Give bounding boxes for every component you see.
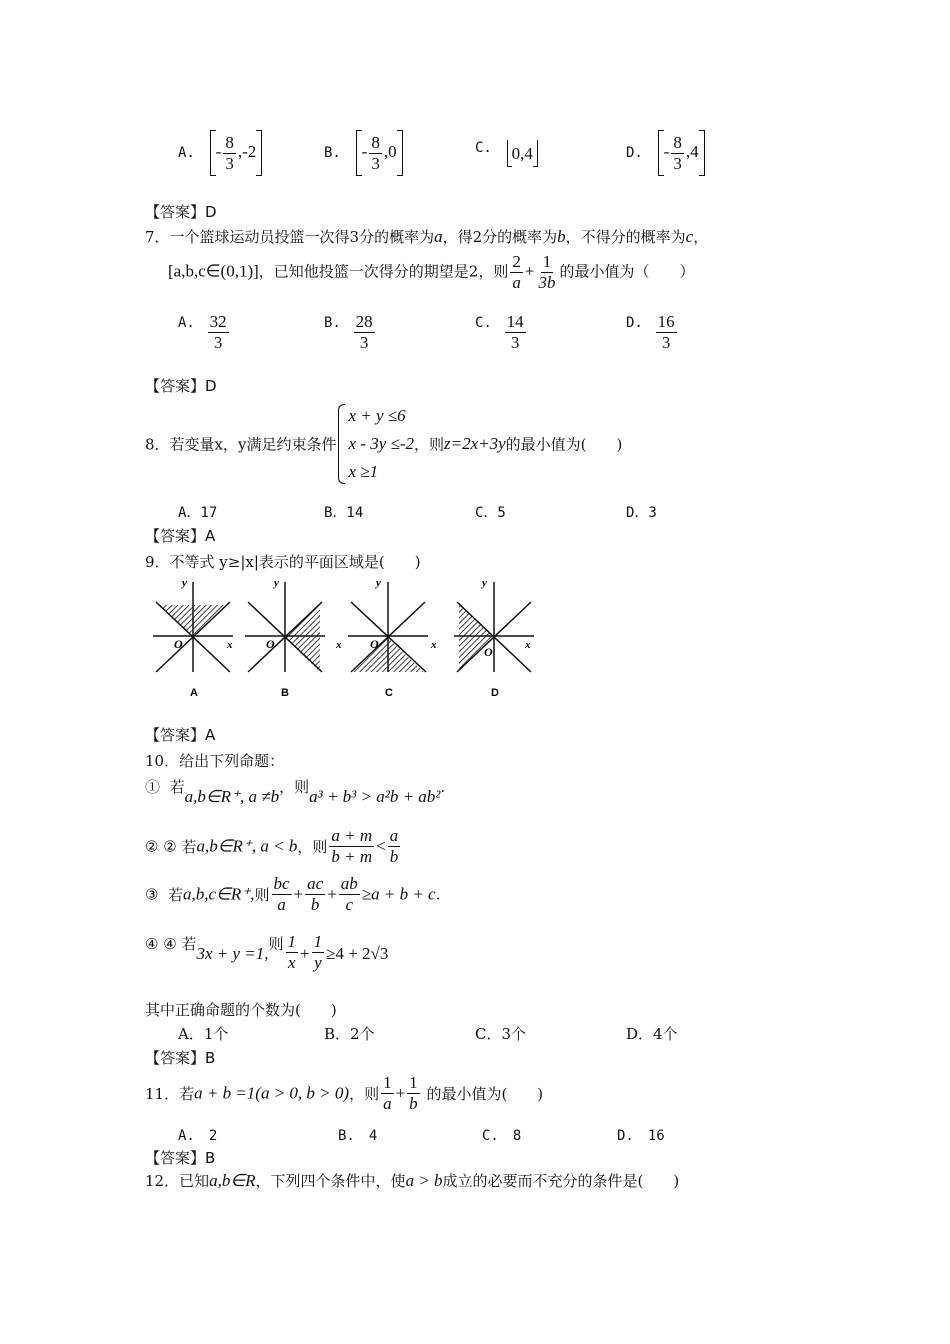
prop-rhs: ≥4 + 2√3 [326, 944, 389, 963]
prop-number: ③ [145, 885, 159, 904]
q10-proposition-1 [145, 776, 446, 806]
option-letter: A. [178, 315, 195, 331]
q7-text: 的最小值为（ ） [559, 262, 695, 281]
numerator: a + m [331, 826, 373, 845]
q8-stem [145, 402, 622, 486]
denominator: 3 [371, 153, 380, 173]
prop-text: . [440, 778, 446, 796]
option-letter: A. [178, 145, 195, 161]
fraction [505, 312, 526, 353]
fraction [208, 312, 229, 353]
denominator: 3 [225, 153, 234, 173]
q8-text: ，则 [413, 435, 444, 454]
q6-option-a [178, 130, 262, 176]
minus-sign: - [663, 142, 670, 161]
fraction [381, 1073, 394, 1114]
option-letter: D. [626, 145, 643, 161]
option-letter: C. [475, 315, 492, 331]
q11-answer: 【答案】B [145, 1149, 216, 1167]
origin-label: O [266, 637, 275, 651]
fraction [656, 312, 677, 353]
prop-condition: a,b∈R⁺, a < b [196, 836, 298, 856]
q12-text: ，下列四个条件中，使 [255, 1172, 406, 1190]
denominator: x [288, 953, 296, 972]
q10-answer: 【答案】B [145, 1049, 216, 1067]
interval-tail: ,-2 [237, 142, 257, 161]
denominator: b [409, 1094, 418, 1113]
prop-text: 若 [181, 838, 197, 856]
q11-text: 的最小值为( ) [426, 1085, 544, 1103]
q12-relation: a > b [405, 1171, 443, 1190]
numerator: 8 [673, 132, 682, 152]
q7-text: 7．一个篮球运动员投篮一次得3分的概率为 [145, 228, 435, 246]
minus-sign: - [361, 142, 368, 161]
q10-option-a: A．1个 [178, 1025, 229, 1043]
denominator: b [310, 895, 320, 914]
prop-text: 若 [168, 886, 184, 904]
numerator: 1 [542, 252, 552, 271]
q10-option-d: D．4个 [626, 1025, 678, 1043]
prop-number: ④ [163, 935, 177, 953]
q10-option-b: B．2个 [324, 1025, 375, 1043]
numerator: 32 [209, 312, 227, 331]
q10-question: 其中正确命题的个数为( ) [145, 1001, 337, 1019]
numerator: 1 [287, 932, 297, 951]
q11-stem: 11．若a + b =1(a > 0, b > 0)，则 $\frac{1}{a}$ + $\frac{1}{b}$ 的最小值为( ) [145, 1073, 544, 1113]
axis-y-label: y [274, 577, 279, 589]
prop-number: ① [145, 778, 161, 796]
axis-y-label: y [182, 577, 187, 589]
axis-y-label: y [376, 577, 381, 589]
denominator: b + m [331, 847, 373, 866]
option-letter: C. [475, 140, 492, 156]
prop-number: ② [145, 837, 159, 856]
numerator: 16 [657, 312, 675, 331]
fraction [312, 932, 325, 973]
q6-option-b [324, 130, 403, 176]
numerator: 2 [512, 252, 521, 271]
q8-option-b: B．14 [324, 505, 364, 521]
fraction [671, 133, 684, 174]
graph-label: C [385, 687, 393, 699]
fraction [223, 133, 236, 174]
axis-x-label: x [227, 639, 233, 651]
fraction [407, 1073, 420, 1114]
interval-text: 0,4 [511, 144, 533, 163]
constraint-2: x - 3y ≤-2 [348, 434, 414, 453]
constraint-3: x ≥1 [348, 462, 379, 481]
q8-option-c: C．5 [475, 505, 506, 521]
q9-answer: 【答案】A [145, 726, 216, 744]
fraction [369, 133, 382, 174]
graph-label: B [281, 687, 289, 699]
q9-stem: 9．不等式 y≥|x|表示的平面区域是( ) [145, 553, 421, 571]
prop-text: 若 [169, 778, 185, 796]
fraction [272, 874, 292, 915]
origin-label: O [370, 637, 379, 651]
var-a: a [434, 227, 443, 246]
numerator: 8 [371, 132, 380, 152]
prop-conclusion: a³ + b³ > a²b + ab² [309, 787, 441, 806]
prop-text: 若 [181, 935, 197, 953]
prop-rhs: ≥a + b + c [361, 884, 436, 904]
fraction [536, 252, 557, 293]
interval-tail: ,0 [383, 142, 397, 161]
q11-option-c: C. 8 [482, 1128, 522, 1144]
q10-option-c: C．3个 [475, 1025, 527, 1043]
denominator: 3 [673, 153, 682, 173]
axis-x-label: x [431, 639, 437, 651]
objective-function: z=2x+3y [444, 434, 506, 453]
graph-label: A [190, 687, 198, 699]
fraction [305, 874, 325, 915]
axis-x-label: x [336, 639, 342, 651]
axis-y-label: y [482, 577, 487, 589]
denominator: 3 [510, 333, 520, 352]
q6-answer: 【答案】D [145, 203, 217, 221]
prop-text: 则 [268, 935, 284, 953]
denominator: 3 [359, 333, 369, 352]
fraction [388, 826, 401, 867]
graph-a [153, 577, 233, 699]
q11-option-a: A. 2 [178, 1128, 218, 1144]
q7-answer: 【答案】D [145, 377, 217, 395]
q7-option-c [475, 312, 528, 353]
numerator: 1 [409, 1073, 418, 1092]
denominator: 3 [661, 333, 671, 352]
denominator: a [383, 1094, 392, 1113]
option-letter: B. [324, 145, 341, 161]
q7-stem-line2 [168, 252, 694, 293]
numerator: bc [273, 874, 290, 893]
numerator: ac [307, 874, 324, 893]
denominator: y [314, 953, 322, 972]
graph-b [245, 577, 342, 699]
q9-region-graphs [148, 572, 543, 700]
q7-text: ， [693, 228, 709, 246]
prop-text: . [435, 885, 441, 904]
q11-option-b: B. 4 [338, 1128, 378, 1144]
prop-text: ，则 [297, 838, 328, 856]
prop-number: ② [163, 837, 177, 856]
fraction [329, 826, 374, 867]
less-than: < [376, 836, 386, 856]
q12-stem [145, 1170, 679, 1191]
option-letter: B. [324, 315, 341, 331]
q7-text: ，已知他投篮一次得分的期望是2，则 [258, 262, 509, 281]
q12-text: 12．已知 [145, 1172, 210, 1190]
axis-x-label: x [525, 639, 531, 651]
q7-stem-line1 [145, 226, 708, 247]
q7-option-a [178, 312, 231, 353]
q7-condition: [a,b,c∈(0,1)] [168, 261, 259, 281]
numerator: 1 [383, 1073, 392, 1092]
q8-text: 的最小值为( ) [505, 435, 623, 454]
constraint-system [336, 402, 414, 486]
q8-option-a: A．17 [178, 505, 218, 521]
minus-sign: - [215, 142, 222, 161]
prop-condition: a,b∈R⁺, a ≠b [184, 787, 280, 806]
q11-text: 11．若 [145, 1085, 195, 1103]
constraint-1: x + y ≤6 [348, 406, 406, 425]
q10-proposition-2 [145, 826, 402, 867]
q7-text: ，得2分的概率为 [442, 228, 558, 246]
q7-text: ，不得分的概率为 [565, 228, 686, 246]
q6-option-c [475, 140, 538, 168]
q10-proposition-4: ④ ④ 若3x + y =1,则 $\frac{1}{x}$ + $\frac{1}{y}$ ≥4 + 2√3 [145, 932, 389, 972]
prop-text: ，则 [279, 778, 310, 796]
denominator: 3 [213, 333, 223, 352]
q10-stem: 10．给出下列命题： [145, 752, 285, 770]
prop-condition: 3x + y =1, [196, 944, 269, 963]
q8-text: 8．若变量x，y满足约束条件 [145, 435, 337, 454]
numerator: a [389, 826, 399, 845]
prop-condition: a,b,c∈R⁺, [183, 884, 255, 904]
numerator: 1 [313, 932, 323, 951]
denominator: a [277, 895, 286, 914]
q11-text: ，则 [349, 1085, 380, 1103]
prop-text: 则 [254, 886, 270, 904]
graph-c [348, 577, 437, 699]
fraction [510, 252, 523, 293]
denominator: b [389, 847, 399, 866]
var-c: c [685, 227, 694, 246]
q12-condition: a,b∈R [209, 1171, 256, 1190]
q11-condition: a + b =1(a > 0, b > 0) [194, 1083, 350, 1103]
numerator: 28 [355, 312, 373, 331]
fraction [354, 312, 375, 353]
fraction [339, 874, 360, 915]
plus-sign: + [524, 261, 535, 281]
graph-label: D [491, 687, 499, 699]
denominator: c [345, 895, 354, 914]
graph-d [454, 577, 534, 699]
numerator: ab [340, 874, 358, 893]
q8-option-d: D．3 [626, 505, 657, 521]
option-letter: D. [626, 315, 643, 331]
q7-option-d [626, 312, 679, 353]
q10-proposition-3: ③ 若a,b,c∈R⁺,则 $\frac{bc}{a}$ + $\frac{ac}{b}$ + $\frac{ab}{c}$ ≥a + b + c. [145, 874, 441, 914]
q12-text: 成立的必要而不充分的条件是( ) [442, 1172, 680, 1190]
q11-option-d: D. 16 [617, 1128, 665, 1144]
numerator: 8 [225, 132, 234, 152]
numerator: 14 [506, 312, 524, 331]
interval-tail: ,4 [685, 142, 699, 161]
q7-option-b [324, 312, 377, 353]
q6-option-d [626, 130, 705, 176]
prop-number: ④ [145, 935, 159, 953]
origin-label: O [484, 645, 493, 659]
denominator: a [512, 273, 521, 292]
denominator: 3b [538, 273, 556, 292]
origin-label: O [174, 637, 183, 651]
fraction [286, 932, 299, 973]
q8-answer: 【答案】A [145, 527, 216, 545]
var-b: b [557, 227, 566, 246]
